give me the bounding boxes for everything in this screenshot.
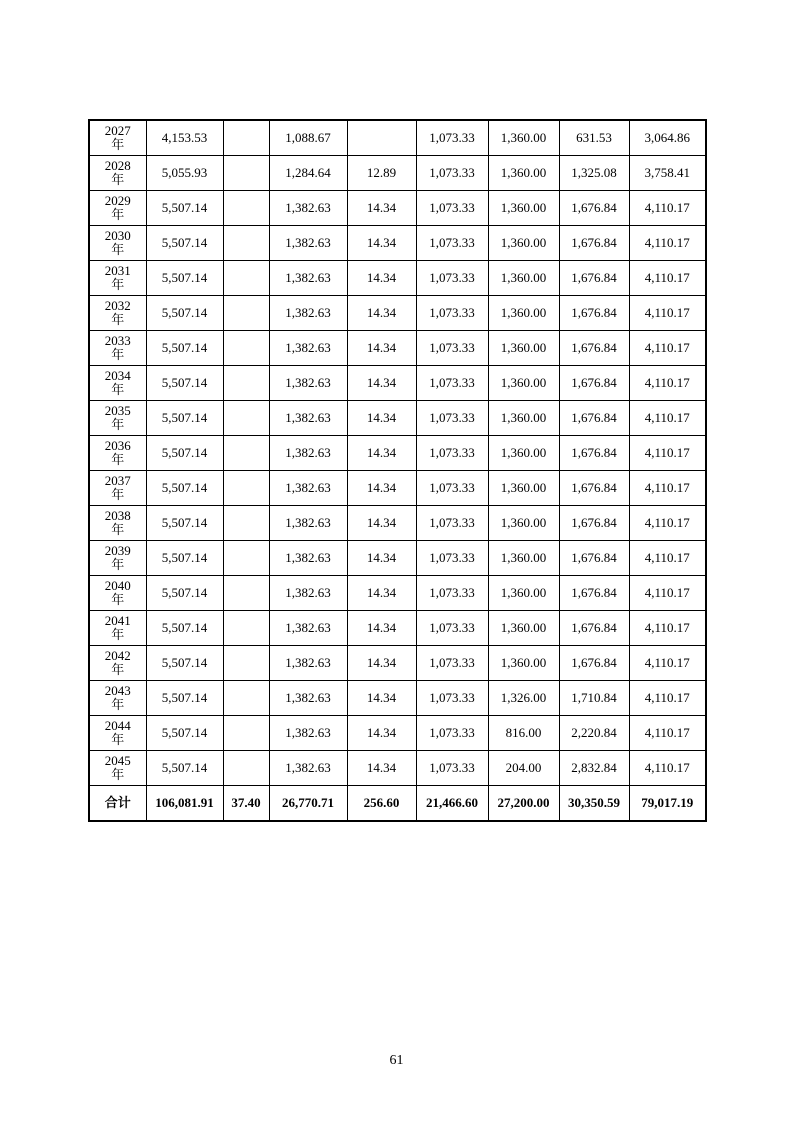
year-cell	[89, 751, 146, 786]
table-row	[89, 611, 706, 646]
table-cell: 4,110.17	[629, 541, 706, 576]
table-cell: 4,110.17	[629, 191, 706, 226]
table-cell: 1,382.63	[269, 261, 347, 296]
table-cell	[223, 296, 269, 331]
table-cell: 4,110.17	[629, 261, 706, 296]
year-unit: 年	[111, 312, 125, 327]
year-cell	[89, 191, 146, 226]
table-cell: 1,676.84	[559, 506, 629, 541]
year-number: 2045	[104, 753, 131, 768]
table-cell: 1,676.84	[559, 331, 629, 366]
table-row	[89, 296, 706, 331]
table-cell: 1,073.33	[416, 156, 488, 191]
year-number: 2038	[104, 508, 131, 523]
table-cell	[223, 541, 269, 576]
table-cell: 1,325.08	[559, 156, 629, 191]
year-unit: 年	[111, 347, 125, 362]
year-cell	[89, 576, 146, 611]
table-cell: 1,676.84	[559, 401, 629, 436]
table-cell: 14.34	[347, 506, 416, 541]
year-number: 2027	[104, 123, 131, 138]
table-cell: 1,073.33	[416, 226, 488, 261]
table-cell: 1,382.63	[269, 646, 347, 681]
table-cell: 14.34	[347, 576, 416, 611]
year-cell	[89, 471, 146, 506]
table-cell: 4,110.17	[629, 681, 706, 716]
table-row	[89, 506, 706, 541]
year-number: 2030	[104, 228, 131, 243]
table-cell: 1,382.63	[269, 541, 347, 576]
table-row	[89, 156, 706, 191]
table-cell: 4,110.17	[629, 646, 706, 681]
table-cell: 4,110.17	[629, 366, 706, 401]
table-cell: 1,284.64	[269, 156, 347, 191]
table-cell: 1,382.63	[269, 681, 347, 716]
year-number: 2036	[104, 438, 131, 453]
table-row	[89, 261, 706, 296]
table-cell: 1,073.33	[416, 646, 488, 681]
table-cell	[223, 120, 269, 156]
year-number: 2031	[104, 263, 131, 278]
table-cell: 4,110.17	[629, 576, 706, 611]
table-cell: 1,382.63	[269, 436, 347, 471]
table-body	[89, 120, 706, 821]
year-cell	[89, 611, 146, 646]
year-unit: 年	[111, 592, 125, 607]
table-cell: 1,073.33	[416, 366, 488, 401]
year-unit: 年	[111, 732, 125, 747]
table-cell: 1,382.63	[269, 296, 347, 331]
table-cell: 1,360.00	[488, 156, 559, 191]
table-cell: 5,507.14	[146, 576, 223, 611]
table-row	[89, 681, 706, 716]
table-cell: 1,360.00	[488, 436, 559, 471]
table-cell: 14.34	[347, 471, 416, 506]
table-cell: 1,360.00	[488, 401, 559, 436]
year-number: 2039	[104, 543, 131, 558]
table-row	[89, 646, 706, 681]
table-cell: 5,507.14	[146, 191, 223, 226]
table-row	[89, 716, 706, 751]
total-cell: 30,350.59	[559, 786, 629, 822]
table-cell: 4,110.17	[629, 296, 706, 331]
table-cell	[223, 226, 269, 261]
table-cell: 1,073.33	[416, 541, 488, 576]
table-cell: 1,073.33	[416, 401, 488, 436]
table-cell: 5,507.14	[146, 611, 223, 646]
table-cell: 5,507.14	[146, 751, 223, 786]
table-cell: 1,676.84	[559, 296, 629, 331]
table-cell: 1,073.33	[416, 331, 488, 366]
year-unit: 年	[111, 452, 125, 467]
table-row	[89, 366, 706, 401]
table-cell: 1,676.84	[559, 611, 629, 646]
table-cell: 5,507.14	[146, 541, 223, 576]
year-unit: 年	[111, 767, 125, 782]
year-unit: 年	[111, 627, 125, 642]
table-cell: 5,507.14	[146, 716, 223, 751]
table-cell: 1,382.63	[269, 331, 347, 366]
table-cell	[223, 506, 269, 541]
table-row	[89, 541, 706, 576]
table-cell: 5,507.14	[146, 506, 223, 541]
table-cell: 4,110.17	[629, 401, 706, 436]
table-cell: 14.34	[347, 366, 416, 401]
total-label: 合计	[89, 786, 146, 822]
table-cell: 14.34	[347, 261, 416, 296]
table-cell: 1,382.63	[269, 366, 347, 401]
table-cell	[223, 576, 269, 611]
table-cell: 14.34	[347, 716, 416, 751]
table-cell: 5,055.93	[146, 156, 223, 191]
table-row	[89, 436, 706, 471]
total-cell: 27,200.00	[488, 786, 559, 822]
year-unit: 年	[111, 172, 125, 187]
table-cell: 1,073.33	[416, 611, 488, 646]
year-number: 2042	[104, 648, 131, 663]
table-cell: 4,110.17	[629, 331, 706, 366]
year-number: 2032	[104, 298, 131, 313]
table-cell: 1,676.84	[559, 576, 629, 611]
table-cell: 4,110.17	[629, 751, 706, 786]
table-cell: 4,110.17	[629, 226, 706, 261]
page-number: 61	[389, 1053, 404, 1068]
year-unit: 年	[111, 487, 125, 502]
year-unit: 年	[111, 382, 125, 397]
table-cell: 1,360.00	[488, 120, 559, 156]
table-cell: 14.34	[347, 646, 416, 681]
year-unit: 年	[111, 662, 125, 677]
total-cell: 79,017.19	[629, 786, 706, 822]
table-cell: 1,360.00	[488, 331, 559, 366]
table-cell: 14.34	[347, 401, 416, 436]
table-row	[89, 751, 706, 786]
table-cell: 1,676.84	[559, 646, 629, 681]
table-cell: 1,676.84	[559, 471, 629, 506]
year-cell	[89, 646, 146, 681]
table-cell: 3,758.41	[629, 156, 706, 191]
table-cell: 5,507.14	[146, 401, 223, 436]
year-number: 2034	[104, 368, 131, 383]
table-cell: 5,507.14	[146, 436, 223, 471]
year-number: 2033	[104, 333, 131, 348]
table-cell: 1,073.33	[416, 261, 488, 296]
table-cell: 2,832.84	[559, 751, 629, 786]
table-cell: 14.34	[347, 226, 416, 261]
year-number: 2043	[104, 683, 131, 698]
table-cell: 1,676.84	[559, 261, 629, 296]
table-row	[89, 120, 706, 156]
table-cell: 4,110.17	[629, 436, 706, 471]
table-row	[89, 191, 706, 226]
table-cell: 5,507.14	[146, 261, 223, 296]
table-cell: 1,382.63	[269, 576, 347, 611]
year-cell	[89, 331, 146, 366]
table-cell	[223, 156, 269, 191]
table-cell: 1,073.33	[416, 681, 488, 716]
year-cell	[89, 681, 146, 716]
year-number: 2035	[104, 403, 131, 418]
table-cell: 1,676.84	[559, 191, 629, 226]
table-cell: 1,676.84	[559, 366, 629, 401]
table-cell: 1,382.63	[269, 611, 347, 646]
table-cell: 1,360.00	[488, 191, 559, 226]
table-cell: 14.34	[347, 296, 416, 331]
year-number: 2029	[104, 193, 131, 208]
table-cell: 14.34	[347, 436, 416, 471]
table-cell	[223, 681, 269, 716]
table-cell: 1,360.00	[488, 541, 559, 576]
year-number: 2041	[104, 613, 131, 628]
year-cell	[89, 226, 146, 261]
table-cell: 12.89	[347, 156, 416, 191]
table-cell	[223, 611, 269, 646]
year-number: 2037	[104, 473, 131, 488]
table-cell: 1,360.00	[488, 296, 559, 331]
financial-table	[88, 119, 707, 822]
table-cell: 1,676.84	[559, 436, 629, 471]
table-cell: 1,360.00	[488, 366, 559, 401]
table-cell: 1,382.63	[269, 226, 347, 261]
table-cell: 1,073.33	[416, 436, 488, 471]
table-cell: 4,110.17	[629, 611, 706, 646]
table-row	[89, 331, 706, 366]
table-cell: 14.34	[347, 191, 416, 226]
year-cell	[89, 401, 146, 436]
table-cell: 1,382.63	[269, 191, 347, 226]
table-cell: 1,382.63	[269, 401, 347, 436]
year-unit: 年	[111, 417, 125, 432]
table-cell: 4,153.53	[146, 120, 223, 156]
table-cell: 14.34	[347, 611, 416, 646]
table-row	[89, 576, 706, 611]
year-cell	[89, 716, 146, 751]
total-cell: 37.40	[223, 786, 269, 822]
table-cell	[223, 261, 269, 296]
year-unit: 年	[111, 557, 125, 572]
table-cell: 1,073.33	[416, 506, 488, 541]
table-cell: 1,382.63	[269, 751, 347, 786]
table-cell: 1,360.00	[488, 261, 559, 296]
year-unit: 年	[111, 277, 125, 292]
table-cell: 1,073.33	[416, 716, 488, 751]
table-row	[89, 401, 706, 436]
table-cell	[223, 331, 269, 366]
total-cell: 21,466.60	[416, 786, 488, 822]
year-cell	[89, 120, 146, 156]
table-cell: 5,507.14	[146, 471, 223, 506]
table-cell: 1,073.33	[416, 296, 488, 331]
table-cell: 5,507.14	[146, 226, 223, 261]
table-cell: 1,360.00	[488, 611, 559, 646]
table-cell	[223, 366, 269, 401]
table-cell: 4,110.17	[629, 506, 706, 541]
table-cell	[223, 436, 269, 471]
year-cell	[89, 506, 146, 541]
table-cell: 1,088.67	[269, 120, 347, 156]
table-cell: 1,326.00	[488, 681, 559, 716]
total-cell: 256.60	[347, 786, 416, 822]
table-cell: 5,507.14	[146, 331, 223, 366]
year-number: 2044	[104, 718, 131, 733]
year-number: 2040	[104, 578, 131, 593]
table-cell: 631.53	[559, 120, 629, 156]
total-cell: 26,770.71	[269, 786, 347, 822]
table-cell: 14.34	[347, 751, 416, 786]
table-cell: 816.00	[488, 716, 559, 751]
year-unit: 年	[111, 242, 125, 257]
year-cell	[89, 156, 146, 191]
table-cell: 1,382.63	[269, 716, 347, 751]
table-cell: 2,220.84	[559, 716, 629, 751]
table-cell: 1,073.33	[416, 191, 488, 226]
table-cell: 1,360.00	[488, 506, 559, 541]
year-cell	[89, 296, 146, 331]
table-cell: 5,507.14	[146, 296, 223, 331]
total-row	[89, 786, 706, 822]
year-cell	[89, 366, 146, 401]
table-cell: 1,710.84	[559, 681, 629, 716]
table-cell: 3,064.86	[629, 120, 706, 156]
table-row	[89, 471, 706, 506]
year-unit: 年	[111, 697, 125, 712]
table-cell: 1,360.00	[488, 471, 559, 506]
table-cell: 14.34	[347, 541, 416, 576]
table-cell	[223, 401, 269, 436]
table-cell: 1,676.84	[559, 541, 629, 576]
table-cell: 1,676.84	[559, 226, 629, 261]
table-cell	[223, 646, 269, 681]
table-cell	[223, 471, 269, 506]
table-cell: 1,073.33	[416, 471, 488, 506]
table-cell: 1,360.00	[488, 576, 559, 611]
year-cell	[89, 261, 146, 296]
table-cell: 5,507.14	[146, 681, 223, 716]
year-unit: 年	[111, 207, 125, 222]
table-cell: 14.34	[347, 331, 416, 366]
table-cell	[223, 191, 269, 226]
table-cell: 1,073.33	[416, 576, 488, 611]
table-cell	[347, 120, 416, 156]
table-cell: 1,360.00	[488, 646, 559, 681]
table-cell: 204.00	[488, 751, 559, 786]
table-row	[89, 226, 706, 261]
table-cell	[223, 716, 269, 751]
year-cell	[89, 436, 146, 471]
table-cell: 1,073.33	[416, 751, 488, 786]
year-unit: 年	[111, 137, 125, 152]
total-cell: 106,081.91	[146, 786, 223, 822]
table-cell: 1,382.63	[269, 471, 347, 506]
table-cell: 4,110.17	[629, 471, 706, 506]
table-cell: 1,360.00	[488, 226, 559, 261]
year-number: 2028	[104, 158, 131, 173]
year-unit: 年	[111, 522, 125, 537]
table-cell: 1,382.63	[269, 506, 347, 541]
table-cell: 14.34	[347, 681, 416, 716]
table-cell: 5,507.14	[146, 646, 223, 681]
table-cell: 4,110.17	[629, 716, 706, 751]
year-cell	[89, 541, 146, 576]
table-cell: 1,073.33	[416, 120, 488, 156]
table-cell: 5,507.14	[146, 366, 223, 401]
table-cell	[223, 751, 269, 786]
